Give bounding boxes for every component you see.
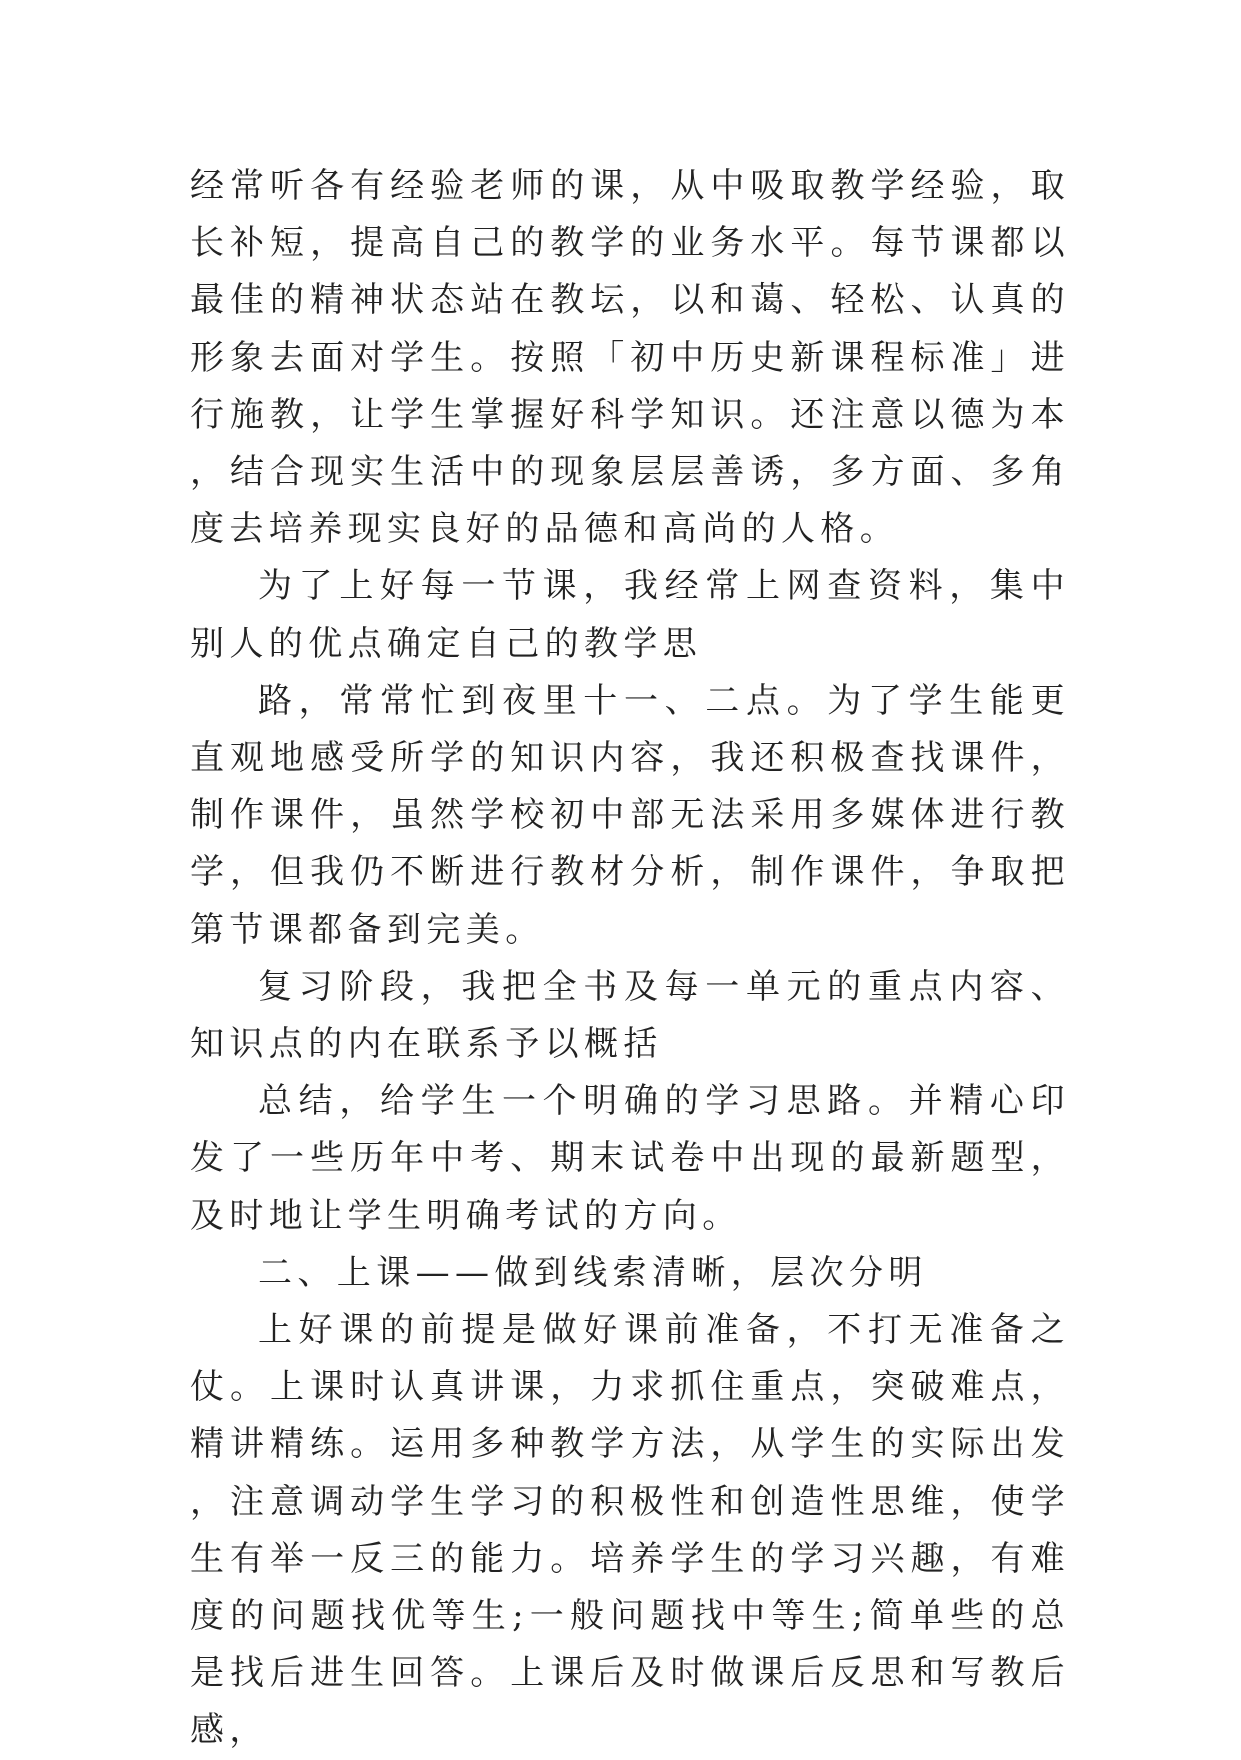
paragraph: 为了上好每一节课，我经常上网查资料，集中别人的优点确定自己的教学思	[190, 566, 1070, 664]
paragraph: 上好课的前提是做好课前准备，不打无准备之仗。上课时认真讲课，力求抓住重点，突破难点，精讲精练。运用多种教学方法，从学生的实际出发，注意调动学生学习的积极性和创造性思维，使学生有举一反三的能力。培养学生的学习兴趣，有难度的问题找优等生;一般问题找中等生;简单些的总是找后进生回答。上课后及时做课后反思和写教后感，	[190, 1310, 1070, 1751]
section-heading: 二、上课——做到线索清晰，层次分明	[258, 1252, 928, 1293]
document-body	[190, 158, 1070, 1760]
paragraph: 总结，给学生一个明确的学习思路。并精心印发了一些历年中考、期末试卷中出现的最新题型，及时地让学生明确考试的方向。	[190, 1081, 1070, 1236]
paragraph: 经常听各有经验老师的课，从中吸取教学经验，取长补短，提高自己的教学的业务水平。每节课都以最佳的精神状态站在教坛，以和蔼、轻松、认真的形象去面对学生。按照「初中历史新课程标准」进行施教，让学生掌握好科学知识。还注意以德为本，结合现实生活中的现象层层善诱，多方面、多角度去培养现实良好的品德和高尚的人格。	[190, 166, 1070, 550]
paragraph: 复习阶段，我把全书及每一单元的重点内容、知识点的内在联系予以概括	[190, 966, 1070, 1065]
paragraph: 路，常常忙到夜里十一、二点。为了学生能更直观地感受所学的知识内容，我还积极查找课件，制作课件，虽然学校初中部无法采用多媒体进行教学，但我仍不断进行教材分析，制作课件，争取把第节课都备到完美。	[190, 680, 1070, 950]
